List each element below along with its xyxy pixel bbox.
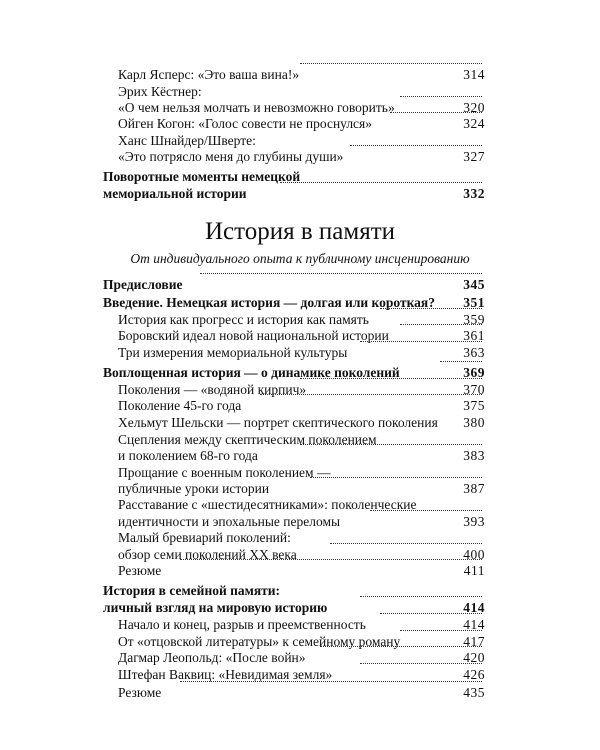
entry-title: Хельмут Шельски — портрет скептического поколения <box>118 415 441 431</box>
entry-page: 369 <box>460 365 485 381</box>
entry-title: Поворотные моменты немецкой <box>103 169 303 185</box>
entry-title: Прощание с военным поколением — <box>118 465 333 481</box>
entry-title: История в семейной памяти: <box>103 583 283 599</box>
section-title: История в памяти <box>204 218 396 245</box>
entry-title: «О чем нельзя молчать и невозможно говорить» <box>118 100 398 116</box>
entry-title: Ойген Когон: «Голос совести не проснулся» <box>118 116 375 132</box>
entry-page: 351 <box>460 295 485 311</box>
entry-title: Эрих Кёстнер: <box>118 84 205 100</box>
entry-title: Резюме <box>118 685 164 701</box>
entry-title: Предисловие <box>103 277 185 293</box>
entry-title: Штефан Ваквиц: «Невидимая земля» <box>118 667 335 683</box>
entry-title: Введение. Немецкая история — долгая или короткая? <box>103 295 438 311</box>
entry-page: 393 <box>460 514 485 530</box>
entry-page: 359 <box>460 312 485 328</box>
entry-title: Ханс Шнайдер/Швертe: <box>118 133 259 149</box>
entry-page: 417 <box>460 634 485 650</box>
entry-title: личный взгляд на мировую историю <box>103 600 330 616</box>
entry-title: Дагмар Леопольд: «После войн» <box>118 650 309 666</box>
entry-page: 363 <box>460 345 485 361</box>
entry-page: 345 <box>460 277 485 293</box>
entry-page: 435 <box>460 685 485 701</box>
entry-title: Боровский идеал новой национальной истории <box>118 328 392 344</box>
entry-title: мемориальной истории <box>103 186 250 202</box>
entry-title: Малый бревиарий поколений: <box>118 530 294 546</box>
entry-title: Карл Ясперс: «Это ваша вина!» <box>118 67 302 83</box>
entry-title: публичные уроки истории <box>118 481 272 497</box>
entry-title: От «отцовской литературы» к семейному роману <box>118 634 403 650</box>
entry-page: 387 <box>460 481 485 497</box>
entry-title: История как прогресс и история как память <box>118 312 372 328</box>
entry-page: 420 <box>460 650 485 666</box>
entry-title: обзор семи поколений XX века <box>118 547 300 563</box>
entry-page: 327 <box>460 149 485 165</box>
entry-title: «Это потрясло меня до глубины души» <box>118 149 346 165</box>
entry-title: Поколение 45-го года <box>118 398 244 414</box>
entry-page: 332 <box>460 186 485 202</box>
entry-title: Поколения — «водяной кирпич» <box>118 382 309 398</box>
entry-title: Расставание с «шестидесятниками»: поколенческие <box>118 497 420 513</box>
entry-page: 400 <box>460 547 485 563</box>
entry-title: Воплощенная история — о динамике поколений <box>103 365 403 381</box>
entry-page: 370 <box>460 382 485 398</box>
entry-page: 383 <box>460 448 485 464</box>
entry-page: 414 <box>460 617 485 633</box>
entry-page: 426 <box>460 667 485 683</box>
entry-page: 380 <box>460 415 485 431</box>
entry-title: Резюме <box>118 563 164 579</box>
entry-title: и поколением 68-го года <box>118 448 261 464</box>
entry-page: 314 <box>460 67 485 83</box>
entry-title: идентичности и эпохальные переломы <box>118 514 343 530</box>
entry-page: 324 <box>460 116 485 132</box>
section-subtitle: От индивидуального опыта к публичному инсценированию <box>130 251 470 266</box>
entry-page: 375 <box>460 398 485 414</box>
entry-page: 361 <box>460 328 485 344</box>
entry-title: Начало и конец, разрыв и преемственность <box>118 617 369 633</box>
entry-title: Сцепления между скептическим поколением <box>118 432 380 448</box>
entry-page: 320 <box>460 100 485 116</box>
entry-page: 411 <box>461 563 485 579</box>
entry-title: Три измерения мемориальной культуры <box>118 345 350 361</box>
entry-page: 414 <box>460 600 485 616</box>
